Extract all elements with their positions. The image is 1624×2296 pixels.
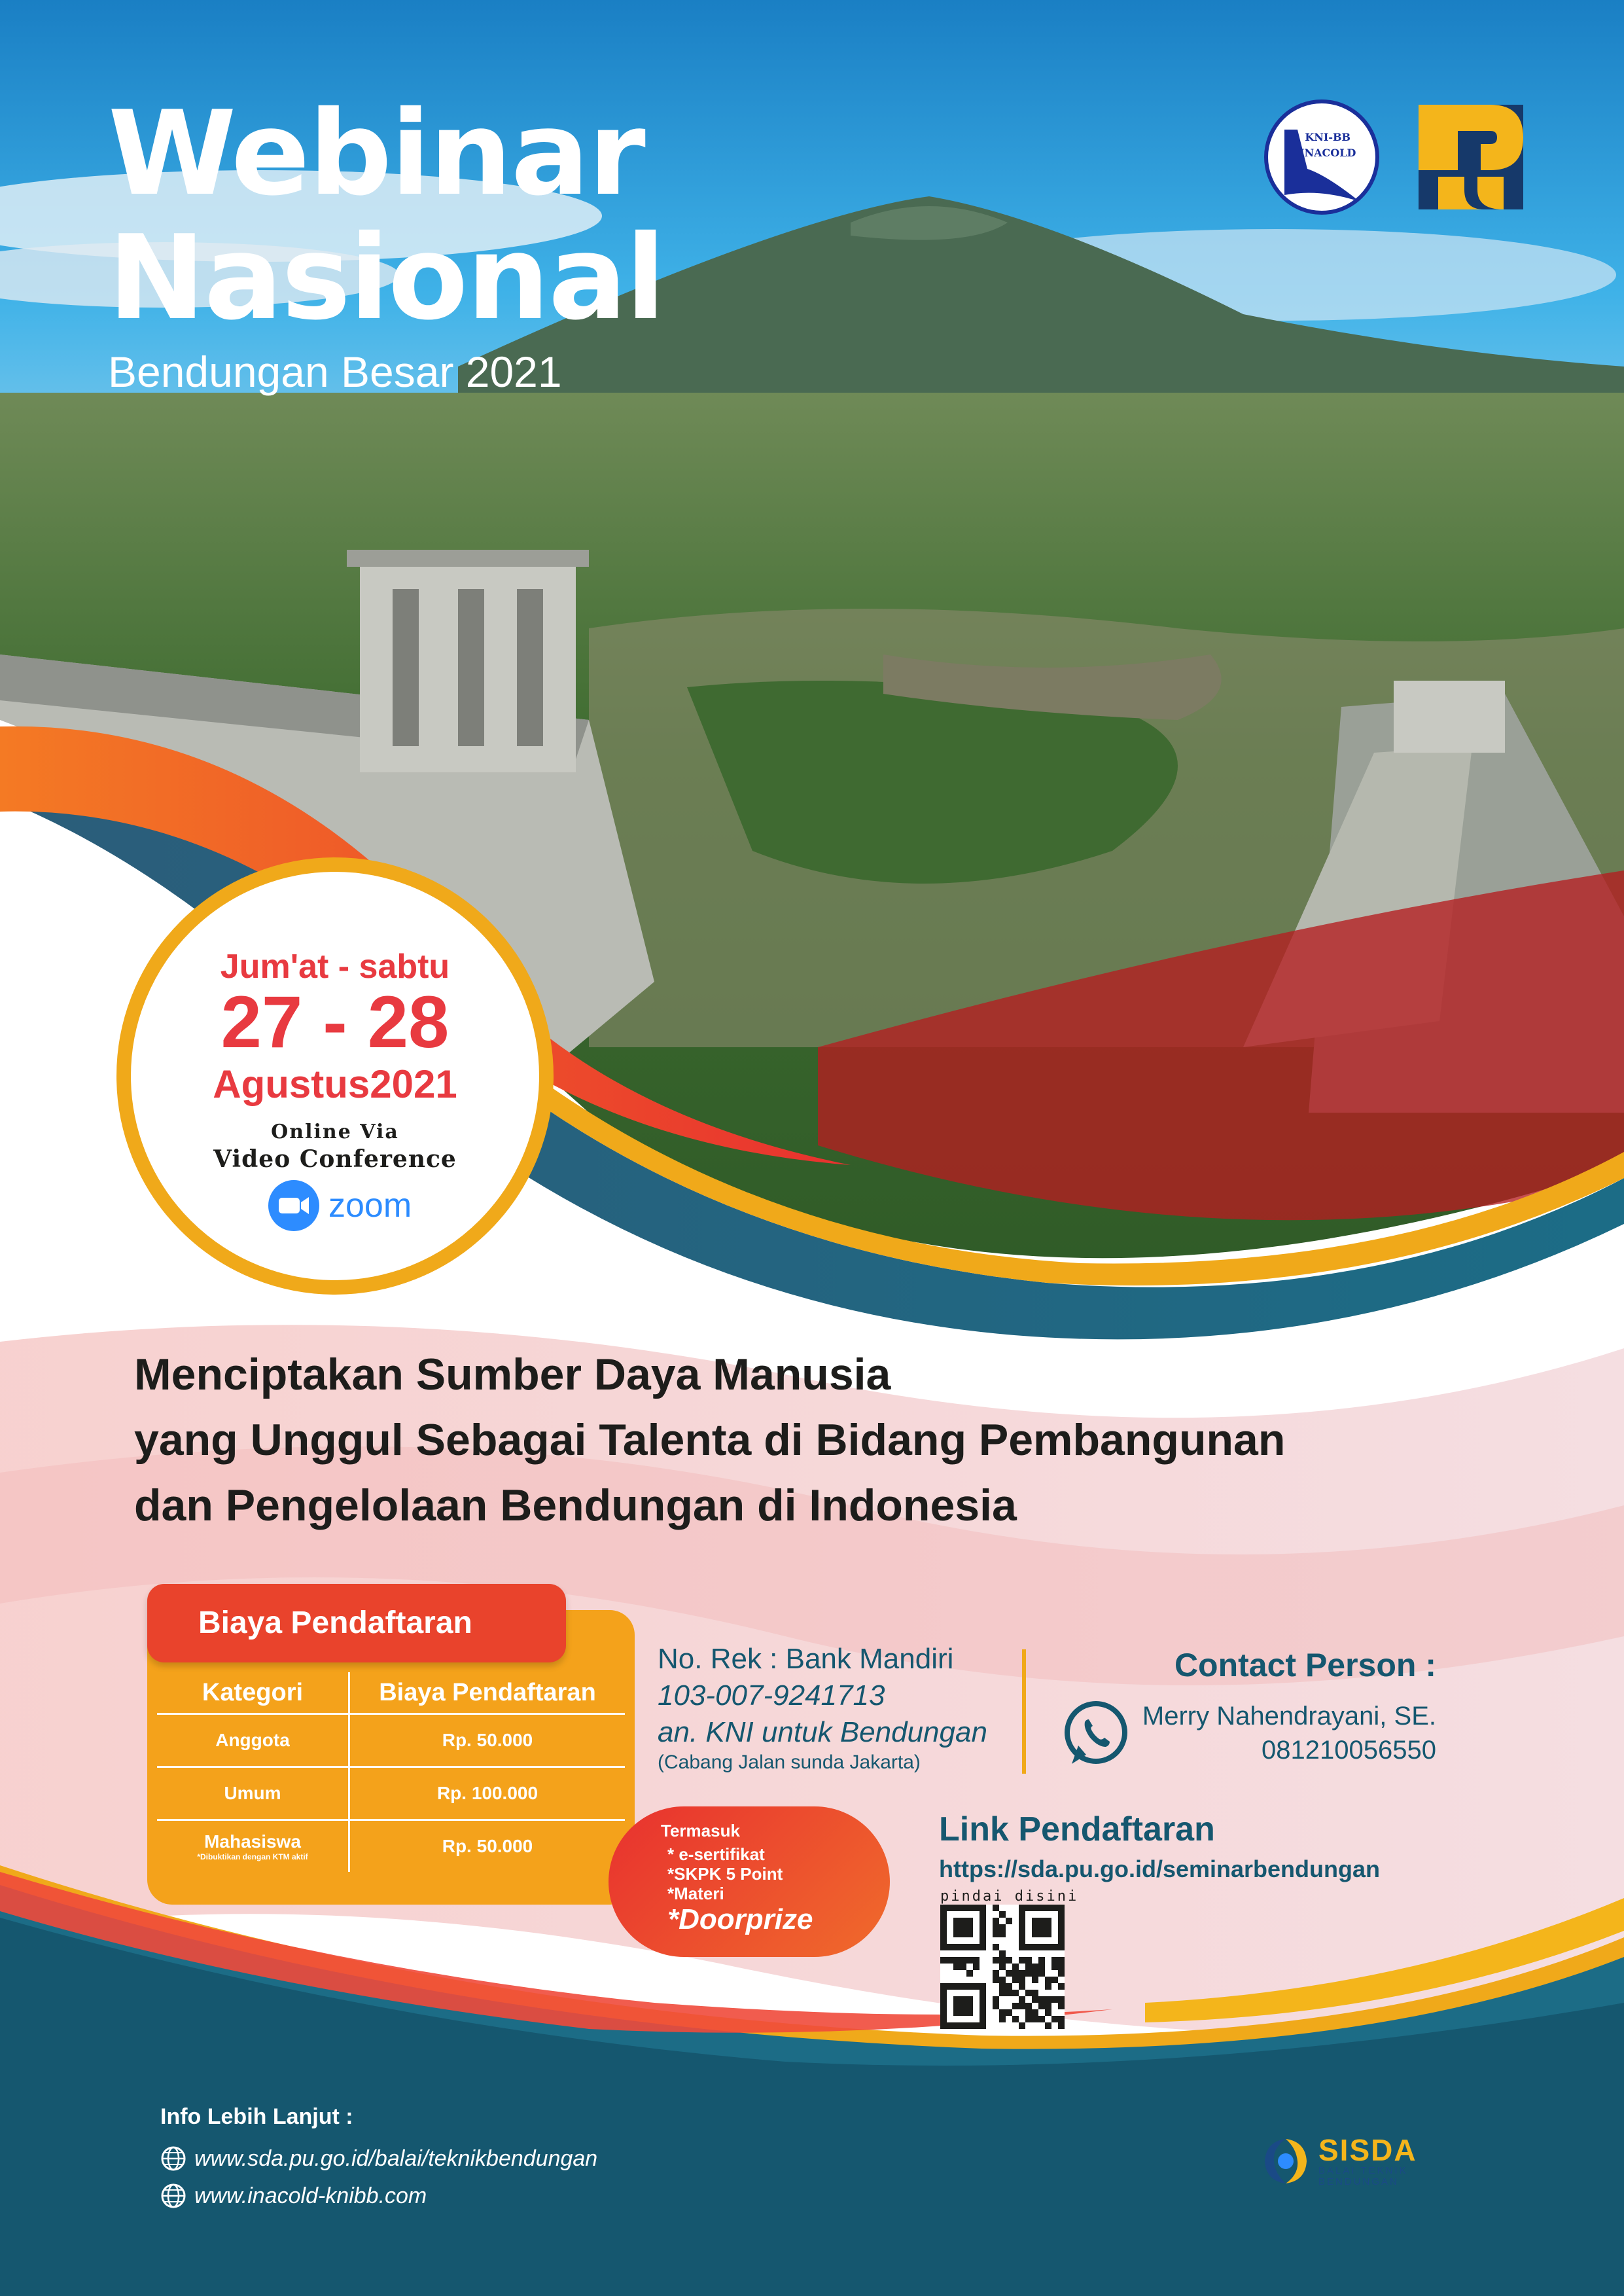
fee-amount: Rp. 50.000 — [442, 1836, 533, 1856]
webinar-title — [108, 86, 665, 346]
sisda-sub-2: BENDUNGAN — [1318, 2176, 1399, 2187]
fee-category — [157, 1767, 349, 1820]
webinar-subtitle: Bendungan Besar 2021 — [108, 348, 562, 396]
globe-icon — [160, 2145, 186, 2172]
online-via-label: Online Via — [271, 1121, 399, 1143]
event-month-year: Agustus2021 — [213, 1062, 457, 1106]
title-line2: Nasional — [108, 210, 665, 346]
includes-item: *Materi — [667, 1884, 724, 1903]
includes-item: * e-sertifikat — [667, 1844, 765, 1864]
contact-phone: 081210056550 — [1262, 1736, 1436, 1765]
website-link-1[interactable] — [160, 2145, 597, 2172]
event-date-badge — [116, 857, 554, 1295]
bank-branch: (Cabang Jalan sunda Jakarta) — [658, 1751, 921, 1773]
includes-badge — [609, 1806, 890, 1957]
includes-doorprize: *Doorprize — [667, 1903, 813, 1935]
sisda-name: SISDA — [1318, 2133, 1417, 2167]
zoom-logo — [268, 1179, 412, 1232]
zoom-wordmark: zoom — [328, 1187, 412, 1225]
kni-inacold-logo — [1264, 99, 1379, 215]
theme-line3: dan Pengelolaan Bendungan di Indonesia — [134, 1480, 1017, 1530]
fee-category-label: Umum — [224, 1783, 281, 1803]
fee-category-label: Anggota — [215, 1730, 290, 1750]
table-row — [157, 1820, 625, 1873]
fee-amount: Rp. 100.000 — [349, 1767, 626, 1820]
pu-logo — [1419, 105, 1523, 209]
fee-col-category: Kategori — [157, 1672, 349, 1714]
includes-item: *SKPK 5 Point — [667, 1864, 783, 1884]
event-days: Jum'at - sabtu — [220, 948, 450, 986]
registration-fee-tab: Biaya Pendaftaran — [147, 1584, 566, 1662]
fee-amount: Rp. 50.000 — [349, 1714, 626, 1767]
sisda-sub-1: BALAI TEKNIK — [1318, 2165, 1408, 2176]
website-2-text: www.inacold-knibb.com — [194, 2183, 427, 2208]
fee-category — [157, 1714, 349, 1767]
kni-logo-text — [1299, 130, 1356, 161]
sisda-logo-mark — [1260, 2135, 1312, 2187]
bank-account-holder: an. KNI untuk Bendungan — [658, 1716, 987, 1748]
divider — [1022, 1649, 1026, 1774]
fee-category — [157, 1820, 349, 1873]
fee-table-header — [157, 1672, 625, 1714]
fee-category-note: *Dibuktikan dengan KTM aktif — [197, 1852, 308, 1861]
contact-title: Contact Person : — [1174, 1647, 1436, 1683]
includes-title: Termasuk — [661, 1821, 740, 1840]
registration-link-title: Link Pendaftaran — [939, 1810, 1215, 1848]
zoom-icon — [268, 1180, 319, 1231]
fee-col-price: Biaya Pendaftaran — [349, 1672, 626, 1714]
fee-category-label: Mahasiswa — [204, 1831, 301, 1852]
info-title: Info Lebih Lanjut : — [160, 2104, 353, 2129]
table-row — [157, 1714, 625, 1767]
sisda-logo — [1260, 2135, 1417, 2187]
kni-logo-line1: KNI-BB — [1305, 131, 1351, 143]
website-link-2[interactable] — [160, 2183, 427, 2209]
registration-link[interactable]: https://sda.pu.go.id/seminarbendungan — [939, 1856, 1381, 1882]
qr-code[interactable] — [940, 1905, 1065, 2029]
kni-logo-line2: INACOLD — [1299, 147, 1356, 159]
video-conference-label: Video Conference — [213, 1145, 457, 1173]
registration-fee-table — [157, 1672, 625, 1872]
scan-label: pindai disini — [940, 1888, 1079, 1905]
website-1-text: www.sda.pu.go.id/balai/teknikbendungan — [194, 2145, 598, 2171]
theme-line2: yang Unggul Sebagai Talenta di Bidang Pembangunan — [134, 1415, 1286, 1465]
bank-name: No. Rek : Bank Mandiri — [658, 1643, 954, 1675]
title-line1: Webinar — [108, 86, 644, 221]
webinar-theme — [134, 1342, 1508, 1538]
globe-icon — [160, 2183, 186, 2209]
bank-account-number: 103-007-9241713 — [658, 1679, 885, 1712]
theme-line1: Menciptakan Sumber Daya Manusia — [134, 1350, 891, 1399]
event-dates: 27 - 28 — [221, 981, 450, 1063]
sisda-text — [1318, 2135, 1417, 2187]
contact-name: Merry Nahendrayani, SE. — [1142, 1702, 1436, 1731]
table-row — [157, 1767, 625, 1820]
bank-account-info — [658, 1643, 987, 1774]
